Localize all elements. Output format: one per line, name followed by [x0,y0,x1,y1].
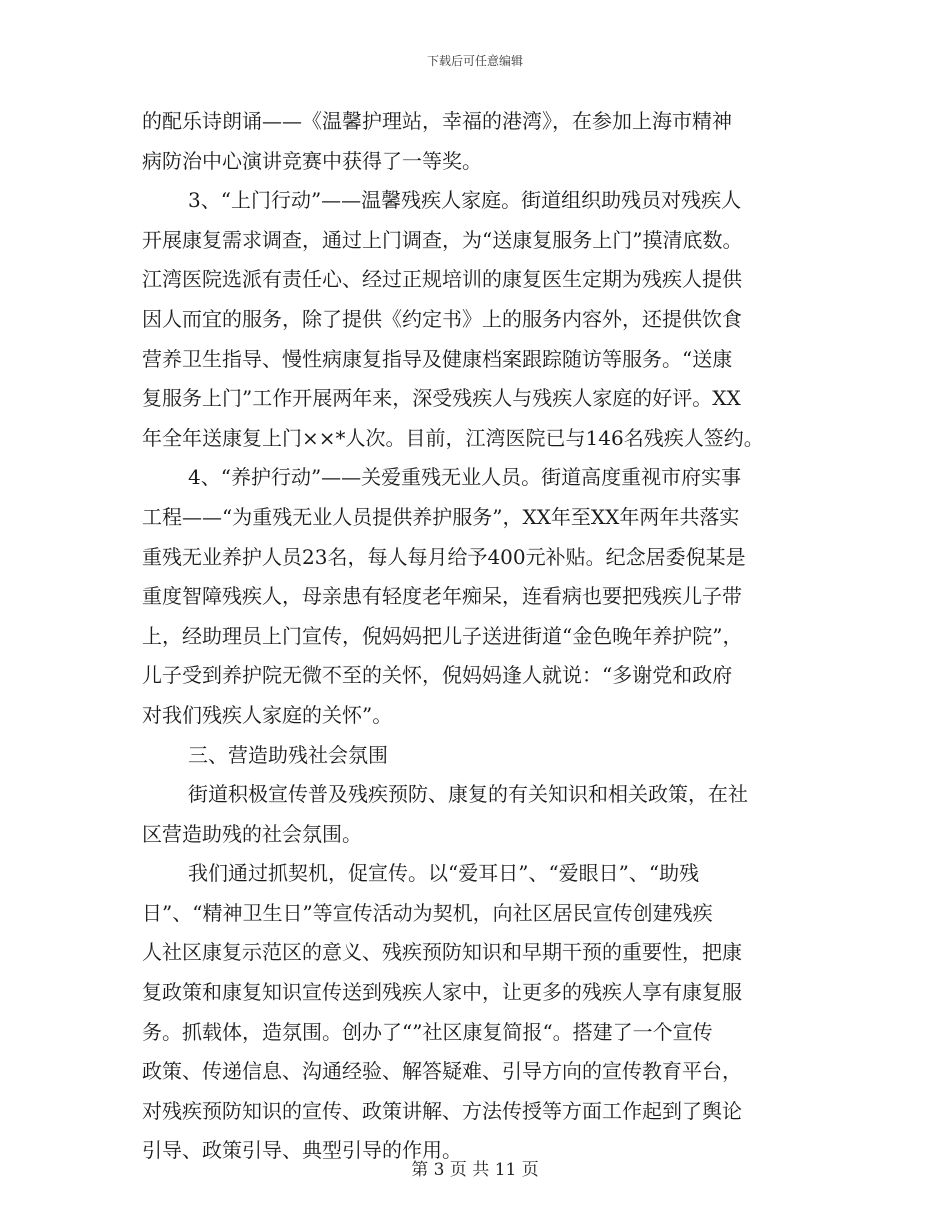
text-line: 营养卫生指导、慢性病康复指导及健康档案跟踪随访等服务。“送康 [142,346,733,371]
text-line: 上，经助理员上门宣传，倪妈妈把儿子送进街道“金色晚年养护院”， [142,623,743,648]
text-line: 开展康复需求调查，通过上门调查，为“送康复服务上门”摸清底数。 [142,227,743,252]
text-line: 4、“养护行动”——关爱重残无业人员。街道高度重视市府实事 [188,465,742,490]
text-line: 工程——“为重残无业人员提供养护服务”，XX年至XX年两年共落实 [142,504,740,529]
text-line: 儿子受到养护院无微不至的关怀，倪妈妈逢人就说：“多谢党和政府 [142,663,733,688]
text-line: 区营造助残的社会氛围。 [142,821,362,846]
text-line: 年全年送康复上门××*人次。目前，江湾医院已与146名残疾人签约。 [142,425,764,450]
page-number-footer: 第 3 页 共 11 页 [411,1160,539,1180]
text-line: 病防治中心演讲竞赛中获得了一等奖。 [142,148,482,173]
section-heading: 三、营造助残社会氛围 [188,742,388,767]
text-line: 复服务上门”工作开展两年来，深受残疾人与残疾人家庭的好评。XX [142,386,741,411]
text-line: 政策、传递信息、沟通经验、解答疑难、引导方向的宣传教育平台， [142,1059,742,1084]
text-line: 务。抓载体，造氛围。创办了“”社区康复简报“。搭建了一个宣传 [142,1019,713,1044]
text-line: 3、“上门行动”——温馨残疾人家庭。街道组织助残员对残疾人 [188,188,742,213]
text-line: 对残疾预防知识的宣传、政策讲解、方法传授等方面工作起到了舆论 [142,1098,742,1123]
text-line: 因人而宜的服务，除了提供《约定书》上的服务内容外，还提供饮食 [142,306,742,331]
text-line: 对我们残疾人家庭的关怀”。 [142,702,393,727]
text-line: 重残无业养护人员23名，每人每月给予400元补贴。纪念居委倪某是 [142,544,746,569]
text-line: 的配乐诗朗诵——《温馨护理站，幸福的港湾》，在参加上海市精神 [142,109,732,133]
text-line: 复政策和康复知识宣传送到残疾人家中，让更多的残疾人享有康复服 [142,980,742,1005]
text-line: 引导、政策引导、典型引导的作用。 [142,1138,462,1163]
text-line: 日”、“精神卫生日”等宣传活动为契机，向社区居民宣传创建残疾 [142,900,713,925]
text-line: 街道积极宣传普及残疾预防、康复的有关知识和相关政策，在社 [188,782,748,807]
page-header: 下载后可任意编辑 [426,54,523,68]
text-line: 江湾医院选派有责任心、经过正规培训的康复医生定期为残疾人提供 [142,267,742,292]
text-line: 重度智障残疾人，母亲患有轻度老年痴呆，连看病也要把残疾儿子带 [142,584,742,609]
text-line: 我们通过抓契机，促宣传。以“爱耳日”、“爱眼日”、“助残 [188,861,700,886]
document-body [142,102,822,1171]
text-line: 人社区康复示范区的意义、残疾预防知识和早期干预的重要性，把康 [142,940,742,965]
